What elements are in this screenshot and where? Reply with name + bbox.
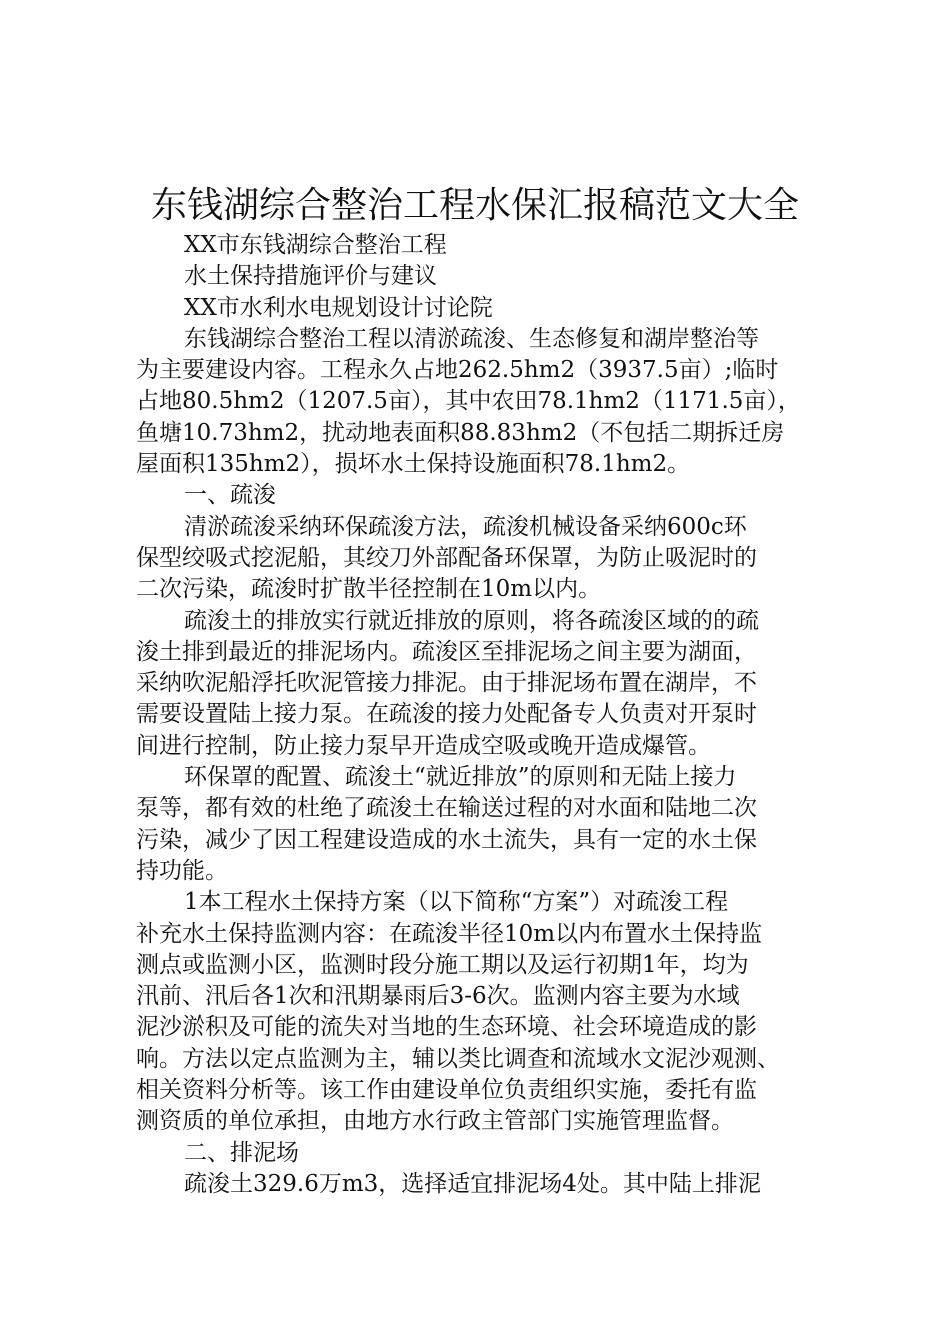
text-line: 浚土排到最近的排泥场内。疏浚区至排泥场之间主要为湖面，	[136, 638, 757, 665]
text-line: 为主要建设内容。工程永久占地262.5hm2（3937.5亩）;临时	[136, 357, 779, 384]
text-line: 屋面积135hm2），损坏水土保持设施面积78.1hm2。	[136, 451, 691, 478]
text-line: 二、排泥场	[184, 1139, 299, 1166]
text-line: 二次污染，疏浚时扩散半径控制在10m以内。	[136, 576, 602, 603]
text-line: 水土保持措施评价与建议	[184, 263, 437, 290]
text-line: 疏浚土的排放实行就近排放的原则，将各疏浚区域的的疏	[184, 607, 759, 634]
document-body	[136, 230, 826, 1200]
text-line: 鱼塘10.73hm2，扰动地表面积88.83hm2（不包括二期拆迁房	[136, 419, 785, 446]
text-line: 测资质的单位承担，由地方水行政主管部门实施管理监督。	[136, 1108, 734, 1135]
text-line: 泥沙淤积及可能的流失对当地的生态环境、社会环境造成的影	[136, 1014, 757, 1041]
text-line: 采纳吹泥船浮托吹泥管接力排泥。由于排泥场布置在湖岸，不	[136, 670, 757, 697]
text-line: 测点或监测小区，监测时段分施工期以及运行初期1年，均为	[136, 951, 749, 978]
text-line: 污染，减少了因工程建设造成的水土流失，具有一定的水土保	[136, 826, 757, 853]
text-line: 环保罩的配置、疏浚土“就近排放”的原则和无陆上接力	[184, 764, 737, 791]
text-line: 疏浚土329.6万m3，选择适宜排泥场4处。其中陆上排泥	[184, 1170, 761, 1197]
text-line: XX市水利水电规划设计讨论院	[184, 294, 493, 321]
text-line: 占地80.5hm2（1207.5亩），其中农田78.1hm2（1171.5亩），	[136, 388, 801, 415]
text-line: 泵等，都有效的杜绝了疏浚土在输送过程的对水面和陆地二次	[136, 795, 757, 822]
text-line: 东钱湖综合整治工程以清淤疏浚、生态修复和湖岸整治等	[184, 325, 759, 352]
text-line: 1本工程水土保持方案（以下简称“方案”）对疏浚工程	[184, 889, 729, 916]
text-line: XX市东钱湖综合整治工程	[184, 232, 447, 258]
text-line: 响。方法以定点监测为主，辅以类比调查和流域水文泥沙观测、	[136, 1045, 780, 1072]
text-line: 保型绞吸式挖泥船，其绞刀外部配备环保罩，为防止吸泥时的	[136, 544, 757, 571]
document-title: 东钱湖综合整治工程水保汇报稿范文大全	[150, 185, 799, 226]
text-line: 补充水土保持监测内容：在疏浚半径10m以内布置水土保持监	[136, 920, 763, 947]
text-line: 间进行控制，防止接力泵早开造成空吸或晚开造成爆管。	[136, 732, 711, 759]
text-line: 持功能。	[136, 857, 228, 884]
text-line: 汛前、汛后各1次和汛期暴雨后3-6次。监测内容主要为水域	[136, 983, 740, 1010]
text-line: 清淤疏浚采纳环保疏浚方法，疏浚机械设备采纳600c环	[184, 513, 747, 540]
text-line: 需要设置陆上接力泵。在疏浚的接力处配备专人负责对开泵时	[136, 701, 757, 728]
text-line: 相关资料分析等。该工作由建设单位负责组织实施，委托有监	[136, 1077, 757, 1104]
text-line: 一、疏浚	[184, 482, 276, 509]
